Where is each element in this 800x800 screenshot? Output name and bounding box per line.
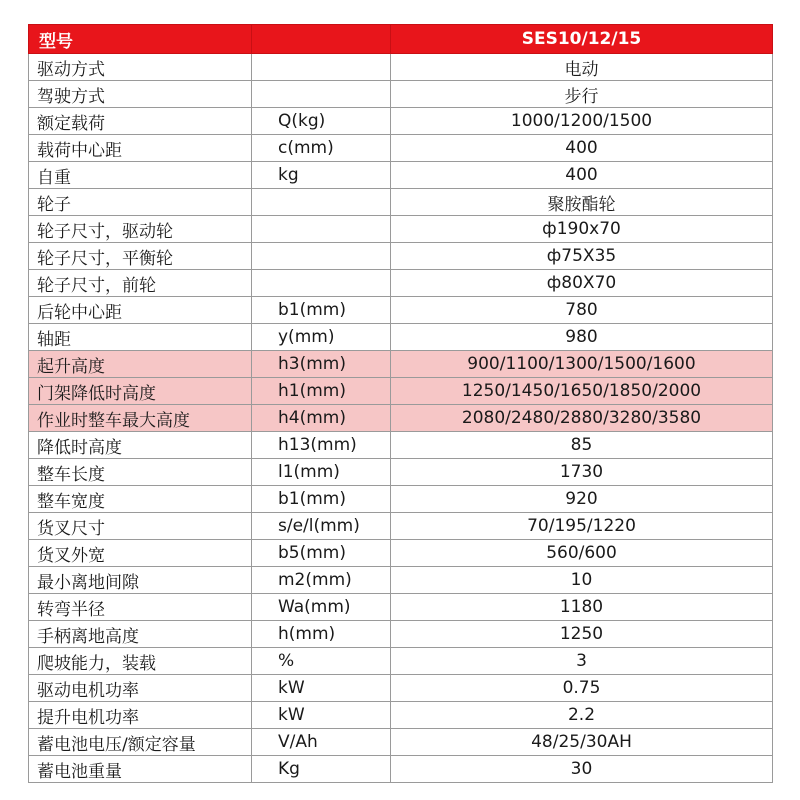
spec-unit-cell (252, 189, 391, 216)
spec-value-cell: 30 (391, 756, 773, 783)
spec-unit-cell: kW (252, 675, 391, 702)
spec-name-cell: 轮子尺寸，前轮 (29, 270, 252, 297)
spec-value-cell: 1250/1450/1650/1850/2000 (391, 378, 773, 405)
spec-unit-cell: kg (252, 162, 391, 189)
table-row (29, 324, 773, 351)
spec-value-cell: 560/600 (391, 540, 773, 567)
table-row (29, 54, 773, 81)
spec-value-cell: 780 (391, 297, 773, 324)
spec-unit-cell: h13(mm) (252, 432, 391, 459)
spec-name-cell: 作业时整车最大高度 (29, 405, 252, 432)
table-row (29, 351, 773, 378)
spec-unit-cell: m2(mm) (252, 567, 391, 594)
spec-unit-cell (252, 54, 391, 81)
table-row (29, 513, 773, 540)
spec-name-cell: 载荷中心距 (29, 135, 252, 162)
spec-unit-cell: Q(kg) (252, 108, 391, 135)
spec-name-cell: 自重 (29, 162, 252, 189)
spec-name-cell: 起升高度 (29, 351, 252, 378)
spec-name-cell: 蓄电池电压/额定容量 (29, 729, 252, 756)
table-row (29, 297, 773, 324)
spec-table-body (29, 54, 773, 783)
spec-name-cell: 货叉外宽 (29, 540, 252, 567)
spec-name-cell: 驱动电机功率 (29, 675, 252, 702)
spec-unit-cell (252, 81, 391, 108)
spec-value-cell: 920 (391, 486, 773, 513)
table-row (29, 405, 773, 432)
spec-value-cell: 2080/2480/2880/3280/3580 (391, 405, 773, 432)
spec-value-cell: 3 (391, 648, 773, 675)
spec-name-cell: 货叉尺寸 (29, 513, 252, 540)
table-row (29, 243, 773, 270)
spec-name-cell: 降低时高度 (29, 432, 252, 459)
spec-value-cell: 980 (391, 324, 773, 351)
spec-value-cell: 聚胺酯轮 (391, 189, 773, 216)
spec-unit-cell (252, 216, 391, 243)
spec-name-cell: 驾驶方式 (29, 81, 252, 108)
table-row (29, 216, 773, 243)
spec-value-cell: 85 (391, 432, 773, 459)
spec-table (28, 24, 773, 783)
spec-value-cell: ф80X70 (391, 270, 773, 297)
spec-unit-cell: b1(mm) (252, 297, 391, 324)
spec-unit-cell: h3(mm) (252, 351, 391, 378)
table-row (29, 486, 773, 513)
spec-unit-cell: h(mm) (252, 621, 391, 648)
spec-value-cell: 900/1100/1300/1500/1600 (391, 351, 773, 378)
spec-name-cell: 转弯半径 (29, 594, 252, 621)
table-row (29, 675, 773, 702)
spec-value-cell: 2.2 (391, 702, 773, 729)
spec-unit-cell (252, 270, 391, 297)
table-row (29, 729, 773, 756)
table-row (29, 756, 773, 783)
spec-value-cell: ф75X35 (391, 243, 773, 270)
spec-value-cell: ф190x70 (391, 216, 773, 243)
spec-name-cell: 整车长度 (29, 459, 252, 486)
table-row (29, 135, 773, 162)
header-model-label: 型号 (29, 25, 252, 54)
spec-name-cell: 提升电机功率 (29, 702, 252, 729)
table-row (29, 594, 773, 621)
spec-name-cell: 额定载荷 (29, 108, 252, 135)
table-row (29, 270, 773, 297)
spec-value-cell: 1250 (391, 621, 773, 648)
spec-name-cell: 驱动方式 (29, 54, 252, 81)
spec-name-cell: 最小离地间隙 (29, 567, 252, 594)
table-row (29, 81, 773, 108)
table-row (29, 648, 773, 675)
spec-name-cell: 轴距 (29, 324, 252, 351)
spec-unit-cell: V/Ah (252, 729, 391, 756)
table-row (29, 432, 773, 459)
spec-value-cell: 10 (391, 567, 773, 594)
spec-unit-cell: y(mm) (252, 324, 391, 351)
spec-name-cell: 爬坡能力，装载 (29, 648, 252, 675)
spec-unit-cell: Kg (252, 756, 391, 783)
spec-unit-cell: % (252, 648, 391, 675)
spec-name-cell: 蓄电池重量 (29, 756, 252, 783)
spec-unit-cell: c(mm) (252, 135, 391, 162)
spec-name-cell: 轮子尺寸，驱动轮 (29, 216, 252, 243)
spec-value-cell: 1180 (391, 594, 773, 621)
header-unit-cell (252, 25, 391, 54)
spec-unit-cell (252, 243, 391, 270)
spec-value-cell: 400 (391, 135, 773, 162)
table-row (29, 162, 773, 189)
table-row (29, 108, 773, 135)
spec-name-cell: 轮子 (29, 189, 252, 216)
spec-unit-cell: Wa(mm) (252, 594, 391, 621)
spec-name-cell: 门架降低时高度 (29, 378, 252, 405)
header-model-value: SES10/12/15 (391, 25, 773, 54)
spec-value-cell: 400 (391, 162, 773, 189)
table-row (29, 567, 773, 594)
table-row (29, 189, 773, 216)
spec-unit-cell: kW (252, 702, 391, 729)
spec-name-cell: 整车宽度 (29, 486, 252, 513)
spec-value-cell: 1730 (391, 459, 773, 486)
spec-value-cell: 0.75 (391, 675, 773, 702)
table-row (29, 459, 773, 486)
spec-value-cell: 70/195/1220 (391, 513, 773, 540)
spec-name-cell: 手柄离地高度 (29, 621, 252, 648)
table-row (29, 378, 773, 405)
spec-name-cell: 后轮中心距 (29, 297, 252, 324)
table-row (29, 621, 773, 648)
table-row (29, 540, 773, 567)
spec-unit-cell: s/e/l(mm) (252, 513, 391, 540)
spec-unit-cell: h4(mm) (252, 405, 391, 432)
spec-unit-cell: l1(mm) (252, 459, 391, 486)
spec-unit-cell: b5(mm) (252, 540, 391, 567)
spec-value-cell: 1000/1200/1500 (391, 108, 773, 135)
spec-unit-cell: b1(mm) (252, 486, 391, 513)
table-row (29, 702, 773, 729)
spec-unit-cell: h1(mm) (252, 378, 391, 405)
header-row (29, 25, 773, 54)
spec-value-cell: 电动 (391, 54, 773, 81)
spec-value-cell: 48/25/30AH (391, 729, 773, 756)
spec-value-cell: 步行 (391, 81, 773, 108)
spec-name-cell: 轮子尺寸，平衡轮 (29, 243, 252, 270)
